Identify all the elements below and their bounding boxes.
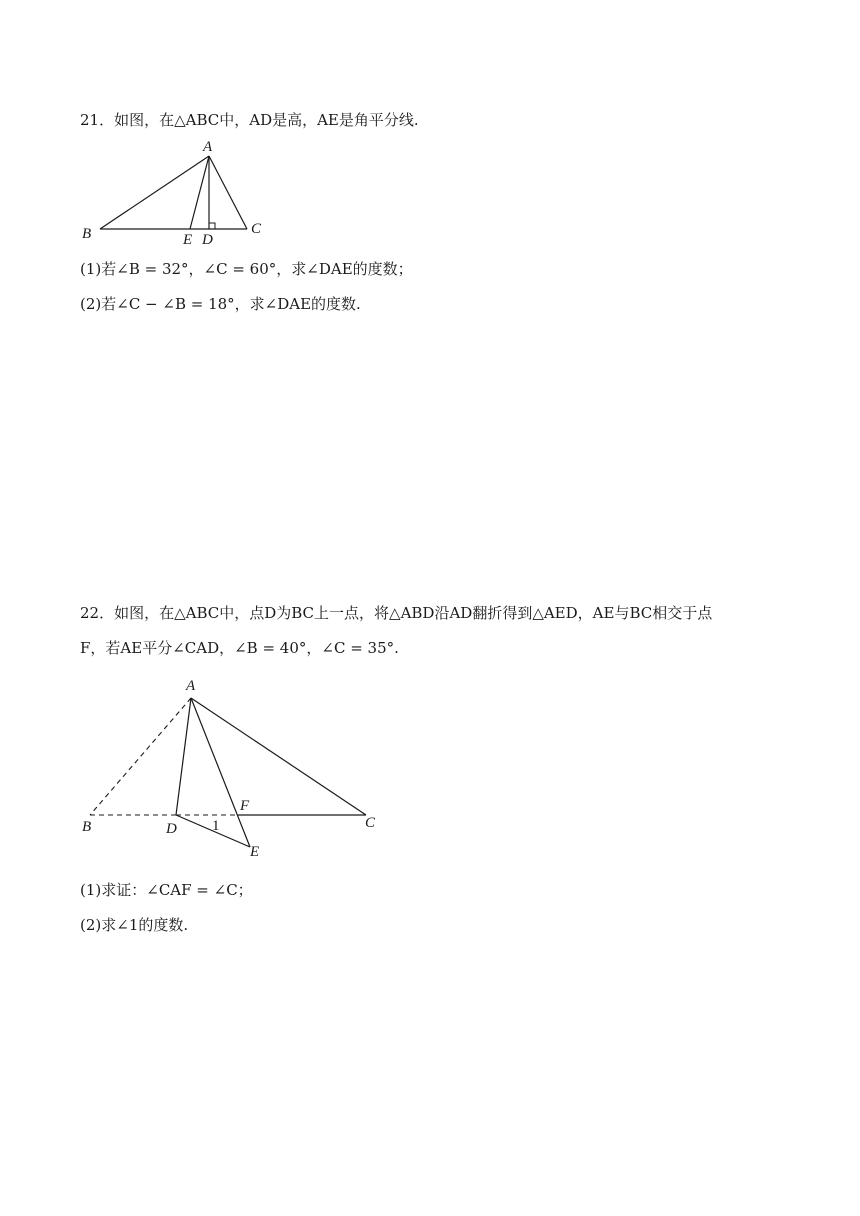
problem-21-figure [78, 136, 278, 252]
label-d: D [166, 821, 177, 837]
right-angle-mark [209, 223, 215, 229]
label-f: F [240, 798, 250, 814]
segment-ad [176, 698, 191, 815]
segment-ae [191, 698, 250, 847]
label-b: B [82, 226, 92, 242]
label-angle-1: 1 [212, 818, 220, 834]
label-a: A [186, 678, 196, 694]
label-d: D [202, 232, 213, 248]
problem-21-question-2: (2)若∠C − ∠B = 18°，求∠DAE的度数. [80, 295, 361, 313]
problem-22-question-1: (1)求证：∠CAF = ∠C； [80, 881, 253, 899]
problem-22-stem-line-1: 22．如图，在△ABC中，点D为BC上一点，将△ABD沿AD翻折得到△AED，AE与BC相交于点 [80, 604, 713, 622]
label-c: C [251, 221, 262, 237]
problem-21-stem: 21．如图，在△ABC中，AD是高，AE是角平分线. [80, 111, 419, 129]
label-b: B [82, 819, 92, 835]
segment-ac [209, 156, 247, 229]
problem-22-figure [78, 672, 388, 866]
label-c: C [365, 815, 376, 831]
problem-22-stem-line-2: F，若AE平分∠CAD，∠B = 40°，∠C = 35°. [80, 639, 399, 657]
label-e: E [183, 232, 193, 248]
segment-ab-dashed [90, 698, 191, 815]
label-a: A [203, 139, 213, 155]
label-e: E [250, 844, 260, 860]
segment-ac [191, 698, 366, 815]
problem-22-question-2: (2)求∠1的度数. [80, 916, 189, 934]
problem-21-question-1: (1)若∠B = 32°，∠C = 60°，求∠DAE的度数； [80, 260, 413, 278]
